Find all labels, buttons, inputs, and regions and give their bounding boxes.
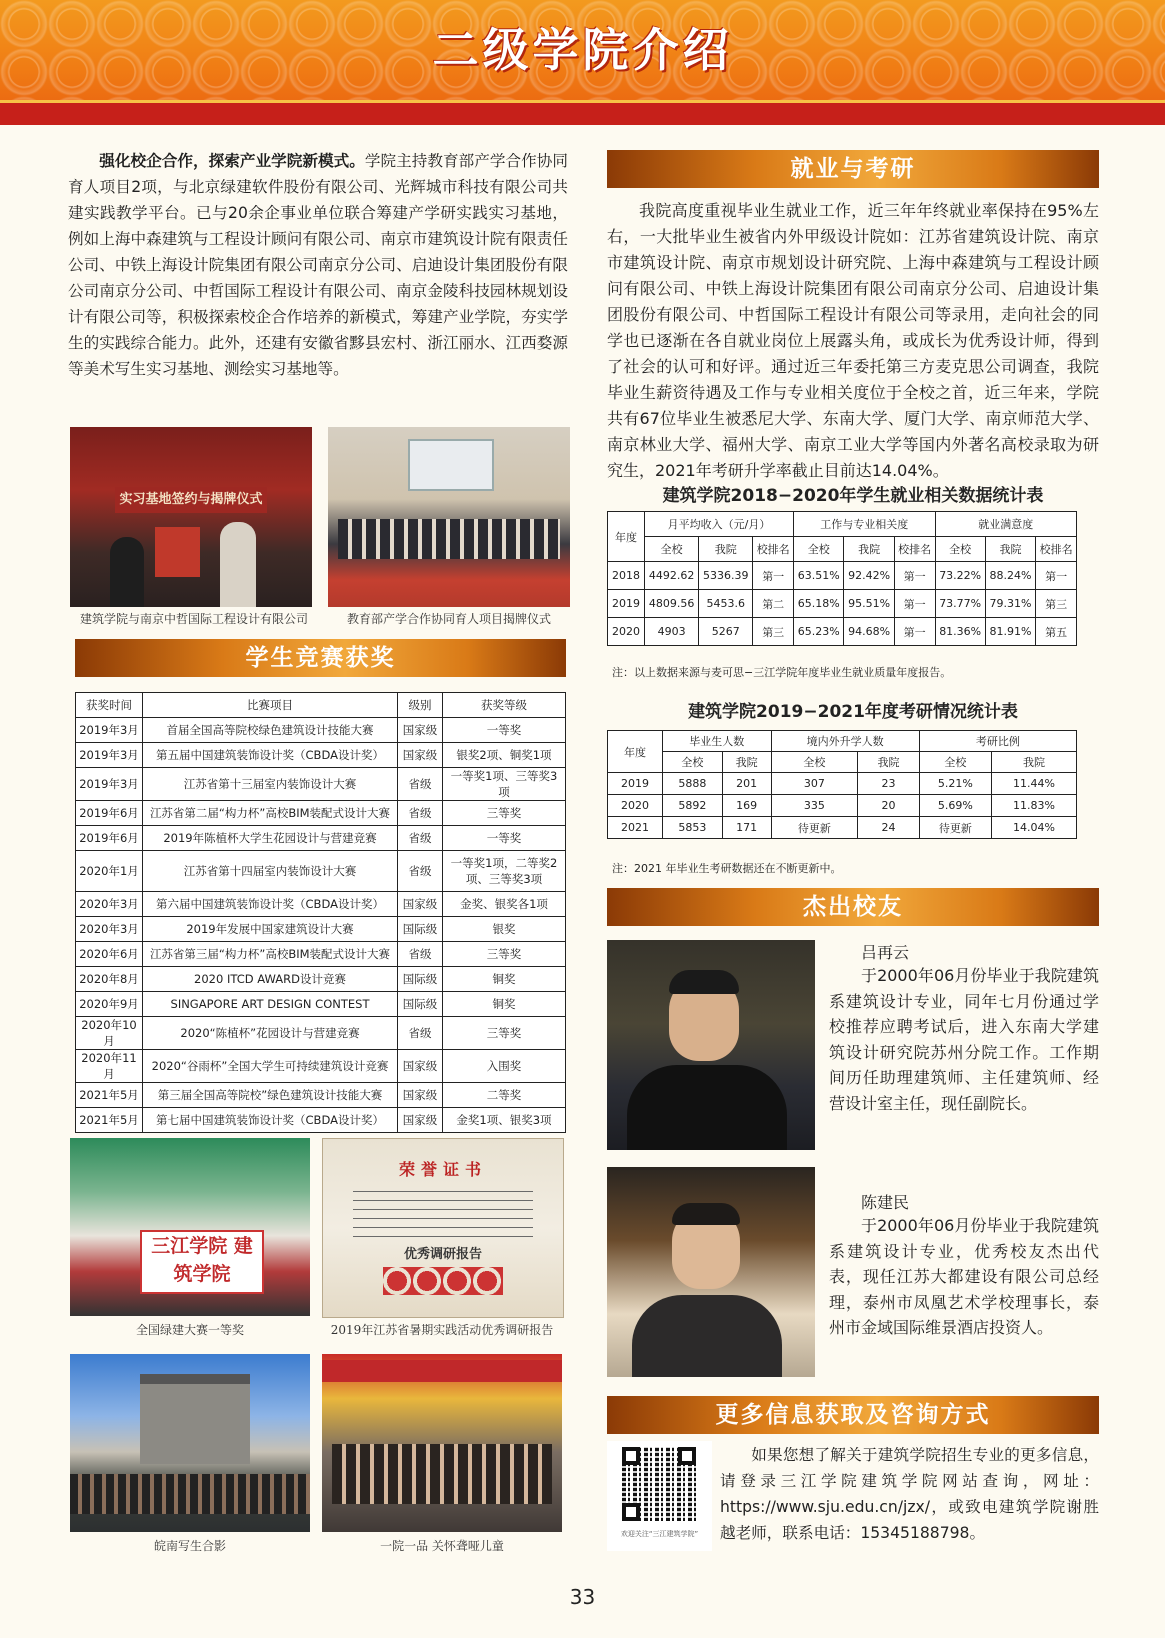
t2-cell: 24 bbox=[858, 817, 920, 839]
event-banner bbox=[322, 1360, 562, 1382]
t2-cell: 307 bbox=[771, 773, 858, 795]
awards-level-cell: 省级 bbox=[398, 1017, 443, 1050]
t1-cell: 第一 bbox=[894, 590, 935, 618]
alumni-entry-1 bbox=[829, 940, 1099, 1116]
awards-prize-cell: 一等奖 bbox=[443, 718, 566, 743]
contact-heading: 更多信息获取及咨询方式 bbox=[607, 1396, 1099, 1434]
awards-time-cell: 2019年6月 bbox=[76, 826, 143, 851]
hair bbox=[669, 970, 739, 994]
t2-cell: 5.69% bbox=[919, 795, 991, 817]
awards-row bbox=[76, 718, 566, 743]
t2-cell: 5.21% bbox=[919, 773, 991, 795]
certificate-text-lines bbox=[353, 1191, 533, 1237]
photo-signing-ceremony bbox=[70, 427, 312, 607]
awards-time-cell: 2020年6月 bbox=[76, 942, 143, 967]
awards-time-cell: 2021年5月 bbox=[76, 1083, 143, 1108]
t1-cell: 81.36% bbox=[935, 618, 985, 646]
t1-cell: 65.23% bbox=[794, 618, 844, 646]
photo-caption-1: 建筑学院与南京中哲国际工程设计有限公司 bbox=[79, 612, 308, 626]
awards-col-level: 级别 bbox=[398, 693, 443, 718]
t1-cell: 2019 bbox=[608, 590, 645, 618]
awards-row bbox=[76, 743, 566, 768]
awards-row bbox=[76, 992, 566, 1017]
awards-time-cell: 2019年6月 bbox=[76, 801, 143, 826]
awards-time-cell: 2020年3月 bbox=[76, 892, 143, 917]
awards-contest-cell: 第五届中国建筑装饰设计奖（CBDA设计奖） bbox=[143, 743, 398, 768]
t2-sub-header: 全校 bbox=[771, 752, 858, 773]
t1-cell: 88.24% bbox=[985, 562, 1035, 590]
t1-sub-header: 全校 bbox=[645, 537, 699, 562]
awards-row bbox=[76, 851, 566, 892]
alumni-bio-2: 于2000年06月份毕业于我院建筑系建筑设计专业，优秀校友杰出代表，现任江苏大都建设有限公司总经理，泰州市凤凰艺术学校理事长，泰州市金域国际维景酒店投资人。 bbox=[829, 1216, 1099, 1337]
awards-contest-cell: 江苏省第三届“构力杯”高校BIM装配式设计大赛 bbox=[143, 942, 398, 967]
awards-contest-cell: 2020“陈植杯”花园设计与营建竞赛 bbox=[143, 1017, 398, 1050]
t1-cell: 65.18% bbox=[794, 590, 844, 618]
awards-prize-cell: 银奖 bbox=[443, 917, 566, 942]
awards-row bbox=[76, 917, 566, 942]
t1-sub-header: 校排名 bbox=[894, 537, 935, 562]
t1-year-header: 年度 bbox=[608, 512, 645, 562]
table1-title: 建筑学院2018−2020年学生就业相关数据统计表 bbox=[662, 486, 1044, 506]
t1-cell: 4903 bbox=[645, 618, 699, 646]
awards-level-cell: 省级 bbox=[398, 942, 443, 967]
awards-time-cell: 2019年3月 bbox=[76, 718, 143, 743]
archway bbox=[140, 1374, 250, 1464]
alumni-photo-1 bbox=[607, 940, 815, 1150]
awards-time-cell: 2020年11月 bbox=[76, 1050, 143, 1083]
intro-lead: 强化校企合作，探索产业学院新模式。 bbox=[99, 152, 365, 170]
t2-cell: 20 bbox=[858, 795, 920, 817]
awards-prize-cell: 三等奖 bbox=[443, 942, 566, 967]
awards-contest-cell: 2020“谷雨杯”全国大学生可持续建筑设计竞赛 bbox=[143, 1050, 398, 1083]
t2-further-study-header: 境内外升学人数 bbox=[771, 731, 919, 752]
t1-row bbox=[608, 590, 1077, 618]
awards-col-contest: 比赛项目 bbox=[143, 693, 398, 718]
awards-contest-cell: 第三届全国高等院校”绿色建筑设计技能大赛 bbox=[143, 1083, 398, 1108]
person-right bbox=[220, 522, 256, 607]
group-of-students bbox=[70, 1474, 310, 1514]
t1-sub-header: 全校 bbox=[935, 537, 985, 562]
awards-row bbox=[76, 1108, 566, 1133]
t1-cell: 63.51% bbox=[794, 562, 844, 590]
awards-prize-cell: 二等奖 bbox=[443, 1083, 566, 1108]
awards-col-prize: 获奖等级 bbox=[443, 693, 566, 718]
photo-wannan-sketch-group bbox=[70, 1354, 310, 1532]
qr-code-icon bbox=[622, 1447, 696, 1521]
contact-text: 如果您想了解关于建筑学院招生专业的更多信息，请登录三江学院建筑学院网站查询，网址：https://www.sju.edu.cn/jzx/，或致电建筑学院谢胜越老师，联系电话：15345188798。 bbox=[720, 1446, 1099, 1542]
t1-sub-header: 校排名 bbox=[753, 537, 794, 562]
t1-cell: 第二 bbox=[753, 590, 794, 618]
plaque-cover bbox=[155, 527, 200, 577]
t1-cell: 81.91% bbox=[985, 618, 1035, 646]
t2-cell: 23 bbox=[858, 773, 920, 795]
alumni-photo-2 bbox=[607, 1167, 815, 1377]
alumni-name-2: 陈建民 bbox=[861, 1193, 910, 1212]
t2-year-header: 年度 bbox=[608, 731, 663, 773]
t1-cell: 第三 bbox=[1036, 590, 1077, 618]
employment-heading: 就业与考研 bbox=[607, 150, 1099, 188]
stage-screen bbox=[408, 439, 494, 491]
awards-level-cell: 省级 bbox=[398, 768, 443, 801]
awards-time-cell: 2020年8月 bbox=[76, 967, 143, 992]
awards-contest-cell: 江苏省第二届“构力杯”高校BIM装配式设计大赛 bbox=[143, 801, 398, 826]
awards-level-cell: 省级 bbox=[398, 826, 443, 851]
t2-sub-header: 我院 bbox=[992, 752, 1077, 773]
t2-row bbox=[608, 817, 1077, 839]
employment-stats-table bbox=[607, 511, 1077, 646]
awards-level-cell: 国际级 bbox=[398, 917, 443, 942]
t1-cell: 第一 bbox=[894, 618, 935, 646]
awards-level-cell: 省级 bbox=[398, 801, 443, 826]
t2-ratio-header: 考研比例 bbox=[919, 731, 1076, 752]
awards-row bbox=[76, 826, 566, 851]
alumni-heading: 杰出校友 bbox=[607, 888, 1099, 926]
t2-sub-header: 全校 bbox=[919, 752, 991, 773]
t1-cell: 4492.62 bbox=[645, 562, 699, 590]
t1-cell: 2020 bbox=[608, 618, 645, 646]
alumni-name-1: 吕再云 bbox=[861, 943, 910, 962]
t1-cell: 第三 bbox=[753, 618, 794, 646]
qr-code-block bbox=[607, 1441, 712, 1551]
awards-row bbox=[76, 768, 566, 801]
awards-prize-cell: 金奖1项、银奖3项 bbox=[443, 1108, 566, 1133]
photo-project-unveiling bbox=[328, 427, 570, 607]
awards-contest-cell: 2019年陈植杯大学生花园设计与营建竞赛 bbox=[143, 826, 398, 851]
t1-satisfaction-header: 就业满意度 bbox=[935, 512, 1077, 537]
t1-cell: 5336.39 bbox=[699, 562, 753, 590]
certificate-seals bbox=[383, 1267, 503, 1295]
t2-cell: 169 bbox=[722, 795, 771, 817]
awards-contest-cell: 第七届中国建筑装饰设计奖（CBDA设计奖） bbox=[143, 1108, 398, 1133]
awards-prize-cell: 一等奖 bbox=[443, 826, 566, 851]
ceremony-sign: 实习基地签约与揭牌仪式 bbox=[115, 487, 267, 513]
awards-prize-cell: 一等奖1项、三等奖3项 bbox=[443, 768, 566, 801]
awards-row bbox=[76, 1083, 566, 1108]
awards-level-cell: 国家级 bbox=[398, 1108, 443, 1133]
photo-caption-4: 2019年江苏省暑期实践活动优秀调研报告 bbox=[330, 1323, 554, 1337]
awards-prize-cell: 三等奖 bbox=[443, 801, 566, 826]
t1-cell: 73.22% bbox=[935, 562, 985, 590]
postgrad-stats-table bbox=[607, 730, 1077, 839]
alumni-entry-2 bbox=[829, 1190, 1099, 1341]
table2-title: 建筑学院2019−2021年度考研情况统计表 bbox=[688, 702, 1018, 722]
t1-cell: 2018 bbox=[608, 562, 645, 590]
t2-cell: 201 bbox=[722, 773, 771, 795]
awards-level-cell: 国家级 bbox=[398, 1050, 443, 1083]
awards-prize-cell: 铜奖 bbox=[443, 967, 566, 992]
awards-level-cell: 省级 bbox=[398, 851, 443, 892]
t1-cell: 92.42% bbox=[844, 562, 894, 590]
t1-cell: 4809.56 bbox=[645, 590, 699, 618]
awards-level-cell: 国家级 bbox=[398, 718, 443, 743]
awards-time-cell: 2021年5月 bbox=[76, 1108, 143, 1133]
awards-row bbox=[76, 801, 566, 826]
t1-sub-header: 我院 bbox=[844, 537, 894, 562]
t1-cell: 5453.6 bbox=[699, 590, 753, 618]
t2-cell: 5892 bbox=[663, 795, 723, 817]
t1-cell: 94.68% bbox=[844, 618, 894, 646]
header-banner bbox=[0, 0, 1165, 125]
t1-sub-header: 校排名 bbox=[1036, 537, 1077, 562]
page-number: 33 bbox=[569, 1585, 596, 1609]
employment-paragraph: 我院高度重视毕业生就业工作，近三年年终就业率保持在95%左右，一大批毕业生被省内外甲级设计院如：江苏省建筑设计院、南京市建筑设计院、南京市规划设计研究院、上海中森建筑与工程设计顾问有限公司、中铁上海设计院集团有限公司南京分公司、启迪设计集团股份有限公司、中哲国际工程设计有限公司等录用，走向社会的同学也已逐渐在各自就业岗位上展露头角，或成长为优秀设计师，得到了社会的认可和好评。通过近三年委托第三方麦克思公司调查，我院毕业生薪资待遇及工作与专业相关度位于全校之首，近三年来，学院共有67位毕业生被悉尼大学、东南大学、厦门大学、南京师范大学、南京林业大学、福州大学、南京工业大学等国内外著名高校录取为研究生，2021年考研升学率截止目前达14.04%。 bbox=[607, 201, 1099, 480]
awards-level-cell: 国家级 bbox=[398, 1083, 443, 1108]
t1-cell: 95.51% bbox=[844, 590, 894, 618]
awards-contest-cell: 第六届中国建筑装饰设计奖（CBDA设计奖） bbox=[143, 892, 398, 917]
t1-cell: 第一 bbox=[1036, 562, 1077, 590]
awards-row bbox=[76, 942, 566, 967]
photo-charity-event bbox=[322, 1354, 562, 1532]
awards-prize-cell: 一等奖1项，二等奖2项、三等奖3项 bbox=[443, 851, 566, 892]
team-banner: 三江学院 建筑学院 bbox=[140, 1230, 264, 1294]
t2-sub-header: 我院 bbox=[858, 752, 920, 773]
awards-row bbox=[76, 1017, 566, 1050]
certificate-title: 荣誉证书 bbox=[398, 1160, 487, 1179]
t2-cell: 171 bbox=[722, 817, 771, 839]
page-title: 二级学院介绍 bbox=[432, 23, 733, 77]
t1-cell: 79.31% bbox=[985, 590, 1035, 618]
jacket bbox=[627, 1065, 787, 1150]
awards-time-cell: 2020年3月 bbox=[76, 917, 143, 942]
t2-row bbox=[608, 773, 1077, 795]
t1-relevance-header: 工作与专业相关度 bbox=[794, 512, 935, 537]
awards-time-cell: 2020年1月 bbox=[76, 851, 143, 892]
event-participants bbox=[332, 1444, 552, 1504]
awards-prize-cell: 银奖2项、铜奖1项 bbox=[443, 743, 566, 768]
awards-prize-cell: 三等奖 bbox=[443, 1017, 566, 1050]
t1-sub-header: 全校 bbox=[794, 537, 844, 562]
alumni-bio-1: 于2000年06月份毕业于我院建筑系建筑设计专业，同年七月份通过学校推荐应聘考试后，进入东南大学建筑设计研究院苏州分院工作。工作期间历任助理建筑师、主任建筑师、经营设计室主任，现任副院长。 bbox=[829, 966, 1099, 1113]
t1-cell: 第五 bbox=[1036, 618, 1077, 646]
t1-cell: 73.77% bbox=[935, 590, 985, 618]
t2-cell: 14.04% bbox=[992, 817, 1077, 839]
group-of-people bbox=[338, 519, 560, 559]
header-red-bar bbox=[0, 100, 1165, 125]
awards-row bbox=[76, 967, 566, 992]
t1-cell: 5267 bbox=[699, 618, 753, 646]
hair bbox=[672, 1203, 740, 1225]
awards-time-cell: 2020年10月 bbox=[76, 1017, 143, 1050]
table2-note: 注：2021 年毕业生考研数据还在不断更新中。 bbox=[612, 862, 842, 875]
awards-level-cell: 国际级 bbox=[398, 967, 443, 992]
photo-caption-5: 皖南写生合影 bbox=[153, 1539, 226, 1553]
table1-note: 注：以上数据来源与麦可思−三江学院年度毕业生就业质量年度报告。 bbox=[612, 666, 952, 679]
photo-honor-certificate bbox=[322, 1138, 564, 1318]
intro-text: 学院主持教育部产学合作协同育人项目2项，与北京绿建软件股份有限公司、光辉城市科技有限公司共建实践教学平台。已与20余企事业单位联合筹建产学研实践实习基地，例如上海中森建筑与工程设计顾问有限公司、南京市建筑设计院有限责任公司、中铁上海设计院集团有限公司南京分公司、启迪设计集团股份有限公司南京分公司、中哲国际工程设计有限公司、南京金陵科技园林规划设计有限公司等，积极探索校企合作培养的新模式，筹建产业学院，夯实学生的实践综合能力。此外，还建有安徽省黟县宏村、浙江丽水、江西婺源等美术写生实习基地、测绘实习基地等。 bbox=[68, 152, 568, 378]
t2-cell: 2020 bbox=[608, 795, 663, 817]
awards-level-cell: 国家级 bbox=[398, 743, 443, 768]
t2-cell: 11.44% bbox=[992, 773, 1077, 795]
t2-cell: 2021 bbox=[608, 817, 663, 839]
t2-row bbox=[608, 795, 1077, 817]
jacket bbox=[632, 1295, 782, 1377]
photo-caption-2: 教育部产学合作协同育人项目揭牌仪式 bbox=[346, 612, 551, 626]
awards-contest-cell: 首届全国高等院校绿色建筑设计技能大赛 bbox=[143, 718, 398, 743]
t2-cell: 335 bbox=[771, 795, 858, 817]
intro-paragraph bbox=[68, 148, 568, 382]
awards-time-cell: 2019年3月 bbox=[76, 768, 143, 801]
awards-table-body bbox=[76, 718, 566, 1133]
awards-time-cell: 2020年9月 bbox=[76, 992, 143, 1017]
photo-caption-6: 一院一品 关怀聋哑儿童 bbox=[380, 1539, 504, 1553]
awards-time-cell: 2019年3月 bbox=[76, 743, 143, 768]
awards-contest-cell: 江苏省第十四届室内装饰设计大赛 bbox=[143, 851, 398, 892]
awards-table bbox=[75, 692, 566, 1133]
t2-sub-header: 我院 bbox=[722, 752, 771, 773]
t1-sub-header: 我院 bbox=[699, 537, 753, 562]
awards-prize-cell: 铜奖 bbox=[443, 992, 566, 1017]
t2-cell: 11.83% bbox=[992, 795, 1077, 817]
t1-income-header: 月平均收入（元/月） bbox=[645, 512, 794, 537]
awards-heading: 学生竞赛获奖 bbox=[75, 639, 566, 677]
t2-cell: 5853 bbox=[663, 817, 723, 839]
awards-row bbox=[76, 1050, 566, 1083]
awards-level-cell: 国家级 bbox=[398, 892, 443, 917]
awards-prize-cell: 入围奖 bbox=[443, 1050, 566, 1083]
awards-contest-cell: 2019年发展中国家建筑设计大赛 bbox=[143, 917, 398, 942]
photo-caption-3: 全国绿建大赛一等奖 bbox=[135, 1323, 244, 1337]
t2-cell: 2019 bbox=[608, 773, 663, 795]
t1-cell: 第一 bbox=[894, 562, 935, 590]
t2-sub-header: 全校 bbox=[663, 752, 723, 773]
awards-contest-cell: 江苏省第十三届室内装饰设计大赛 bbox=[143, 768, 398, 801]
awards-col-time: 获奖时间 bbox=[76, 693, 143, 718]
awards-level-cell: 国际级 bbox=[398, 992, 443, 1017]
intro-section bbox=[68, 148, 568, 382]
t1-row bbox=[608, 562, 1077, 590]
qr-caption: 欢迎关注“三江建筑学院” bbox=[620, 1530, 699, 1538]
awards-contest-cell: 2020 ITCD AWARD设计竞赛 bbox=[143, 967, 398, 992]
t2-cell: 5888 bbox=[663, 773, 723, 795]
t1-body bbox=[608, 562, 1077, 646]
person-left bbox=[110, 537, 144, 607]
t1-cell: 第一 bbox=[753, 562, 794, 590]
photo-green-building-team bbox=[70, 1138, 310, 1316]
awards-row bbox=[76, 892, 566, 917]
t2-graduates-header: 毕业生人数 bbox=[663, 731, 772, 752]
t1-sub-header: 我院 bbox=[985, 537, 1035, 562]
t2-body bbox=[608, 773, 1077, 839]
t2-cell: 待更新 bbox=[771, 817, 858, 839]
t2-cell: 待更新 bbox=[919, 817, 991, 839]
certificate-award-line: 优秀调研报告 bbox=[403, 1247, 482, 1262]
awards-prize-cell: 金奖、银奖各1项 bbox=[443, 892, 566, 917]
t1-row bbox=[608, 618, 1077, 646]
awards-contest-cell: SINGAPORE ART DESIGN CONTEST bbox=[143, 992, 398, 1017]
